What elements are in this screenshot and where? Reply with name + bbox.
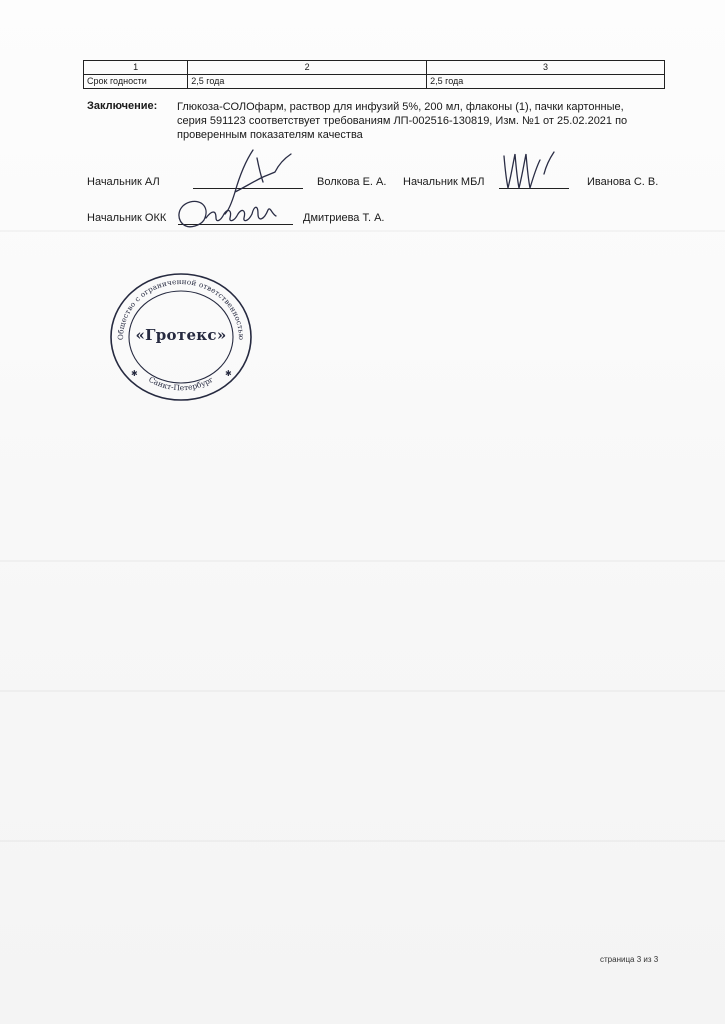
- scan-artifact: [0, 230, 725, 232]
- table-cell-result: 2,5 года: [427, 75, 665, 89]
- table-header-row: [84, 61, 665, 75]
- signature-title-okk: Начальник ОКК: [87, 212, 167, 224]
- svg-text:✱: ✱: [225, 369, 232, 378]
- results-table: [83, 60, 665, 89]
- conclusion-line: Глюкоза-СОЛОфарм, раствор для инфузий 5%, 200 мл, флаконы (1), пачки картонные,: [177, 101, 624, 113]
- signature-title-mbl: Начальник МБЛ: [403, 176, 485, 188]
- signature-name-okk: Дмитриева Т. А.: [303, 212, 385, 224]
- signature-name-mbl: Иванова С. В.: [587, 176, 659, 188]
- stamp-ring-text: Общество с ограниченной ответственностью: [115, 276, 247, 341]
- svg-text:✱: ✱: [131, 369, 138, 378]
- scan-artifact: [0, 690, 725, 692]
- scan-artifact: [0, 840, 725, 842]
- table-header-cell: 3: [427, 61, 665, 75]
- table-cell-requirement: 2,5 года: [188, 75, 427, 89]
- handwritten-signature-mbl: [500, 150, 560, 192]
- table-header-cell: 1: [84, 61, 188, 75]
- conclusion-line: проверенным показателям качества: [177, 129, 363, 141]
- scan-artifact: [0, 560, 725, 562]
- page-number: страница 3 из 3: [600, 955, 659, 964]
- table-row: [84, 75, 665, 89]
- signature-title-al: Начальник АЛ: [87, 176, 160, 188]
- svg-text:Санкт-Петербург: [147, 375, 215, 393]
- handwritten-signature-okk: [172, 192, 282, 234]
- conclusion-line: серия 591123 соответствует требованиям ЛП-002516-130819, Изм. №1 от 25.02.2021 по: [177, 115, 628, 127]
- signature-name-al: Волкова Е. А.: [317, 176, 387, 188]
- conclusion-label: Заключение:: [87, 100, 158, 112]
- table-cell-parameter: Срок годности: [84, 75, 188, 89]
- stamp-city-text: Санкт-Петербург: [147, 374, 215, 393]
- stamp-company-name: «Гротекс»: [135, 326, 227, 344]
- company-stamp: [109, 272, 253, 402]
- table-header-cell: 2: [188, 61, 427, 75]
- conclusion-text: [177, 100, 657, 142]
